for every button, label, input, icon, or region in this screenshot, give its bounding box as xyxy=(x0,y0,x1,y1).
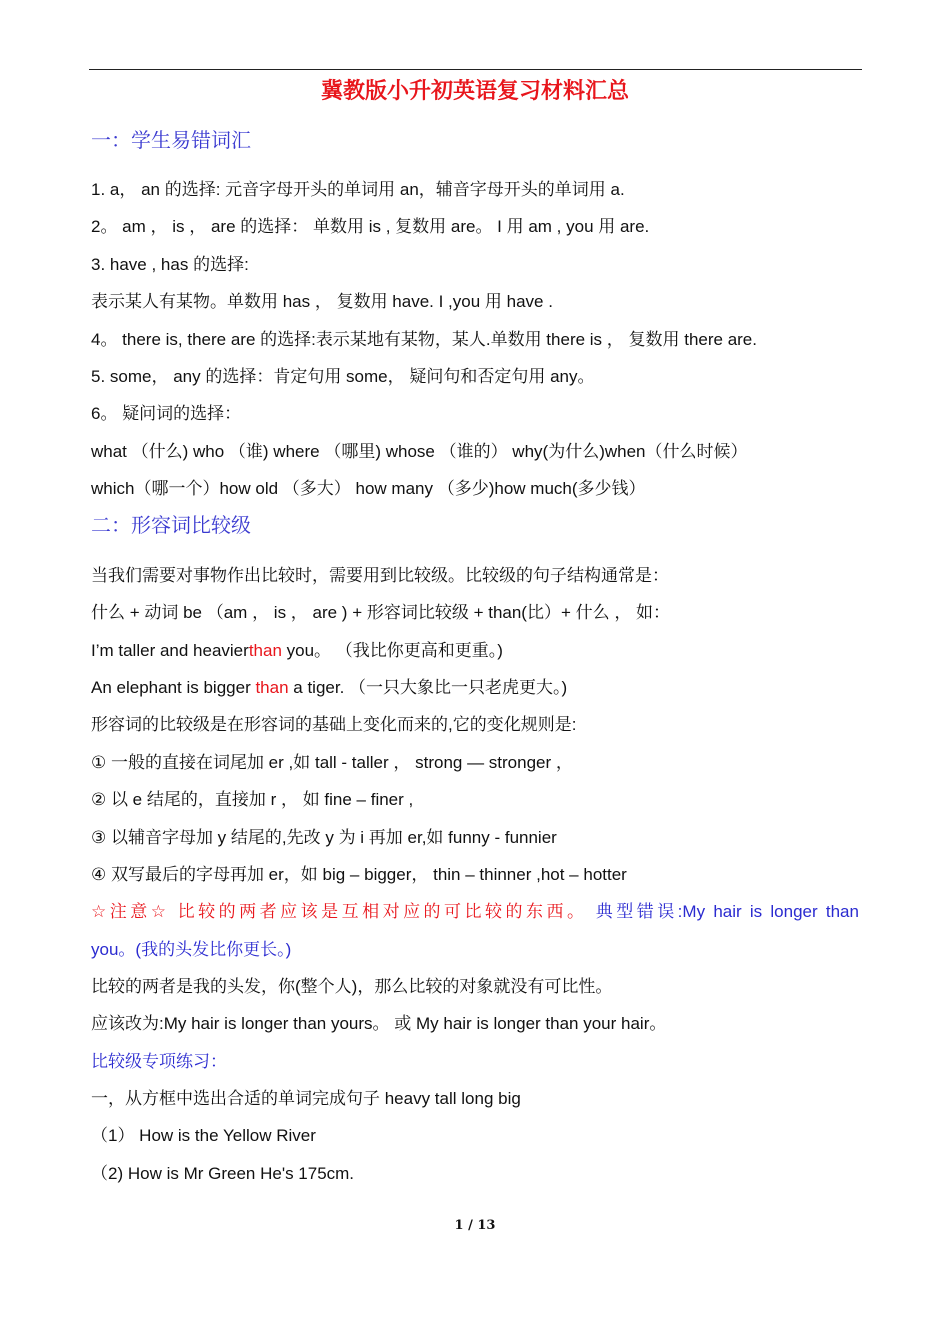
rule-1: ① 一般的直接在词尾加 er ,如 tall - taller ， strong — stronger ， xyxy=(91,753,573,772)
exercise-intro: 一，从方框中选出合适的单词完成句子 heavy tall long big xyxy=(91,1089,521,1108)
comparative-structure: 什么 + 动词 be （am ， is ， are ) + 形容词比较级 + than(比）+ 什么 ， 如： xyxy=(91,603,671,622)
rule-line-question-words: 6。 疑问词的选择： xyxy=(91,404,242,423)
error-word: is xyxy=(749,902,763,921)
note-line xyxy=(91,901,859,923)
question-words-list-1: what （什么) who （谁) where （哪里) whose （谁的） why(为什么)when（什么时候） xyxy=(91,442,748,461)
rule-2: ② 以 e 结尾的，直接加 r ， 如 fine – finer , xyxy=(91,790,414,809)
than-highlight: than xyxy=(248,641,282,660)
section-heading-comparatives: 二：形容词比较级 xyxy=(91,515,251,537)
comparative-intro: 当我们需要对事物作出比较时，需要用到比较级。比较级的句子结构通常是： xyxy=(91,566,669,585)
exercise-item-2: （2) How is Mr Green He's 175cm. xyxy=(91,1164,355,1183)
rule-line-there-is: 4。 there is, there are 的选择:表示某地有某物，某人.单数用 there is ， 复数用 there are. xyxy=(91,330,757,349)
example-2-text: An elephant is bigger xyxy=(91,678,256,697)
section-heading-easy-mistakes: 一：学生易错词汇 xyxy=(91,130,251,152)
error-word: longer xyxy=(770,902,818,921)
rule-3: ③ 以辅音字母加 y 结尾的,先改 y 为 i 再加 er,如 funny - funnier xyxy=(91,828,557,847)
rule-line-have-has: 3. have , has 的选择: xyxy=(91,255,249,274)
correction: 应该改为:My hair is longer than yours。 或 My hair is longer than your hair。 xyxy=(91,1014,667,1033)
error-word: hair xyxy=(713,902,742,921)
example-2-rest: a tiger. （一只大象比一只老虎更大。) xyxy=(288,678,568,697)
rule-line-am-is-are: 2。 am ， is ， are 的选择： 单数用 is , 复数用 are。 I 用 am , you 用 are. xyxy=(91,217,650,236)
than-highlight: than xyxy=(255,678,289,697)
note-warning: ☆注意☆ 比较的两者应该是互相对应的可比较的东西。 xyxy=(91,902,588,921)
error-word: than xyxy=(825,902,859,921)
typical-error-label: 典型错误: xyxy=(595,902,683,921)
example-1-text: I’m taller and heavier xyxy=(91,641,249,660)
rules-intro: 形容词的比较级是在形容词的基础上变化而来的,它的变化规则是: xyxy=(91,715,577,734)
explanation: 比较的两者是我的头发，你(整个人)，那么比较的对象就没有可比性。 xyxy=(91,977,613,996)
rule-line-have-has-detail: 表示某人有某物。单数用 has ， 复数用 have. I ,you 用 have . xyxy=(91,292,553,311)
example-sentence-2 xyxy=(91,677,567,699)
example-sentence-1 xyxy=(91,640,503,662)
rule-line-a-an: 1. a， an 的选择: 元音字母开头的单词用 an，辅音字母开头的单词用 a. xyxy=(91,180,625,199)
rule-4: ④ 双写最后的字母再加 er，如 big – bigger， thin – thinner ,hot – hotter xyxy=(91,865,627,884)
note-continuation: you。(我的头发比你更长。) xyxy=(91,940,292,959)
error-word: My xyxy=(682,902,706,921)
exercise-item-1: （1） How is the Yellow River xyxy=(91,1126,316,1145)
example-1-rest: you。 （我比你更高和更重。) xyxy=(281,641,503,660)
page-number: 1 / 13 xyxy=(454,1218,496,1233)
practice-heading: 比较级专项练习： xyxy=(91,1052,227,1071)
rule-line-some-any: 5. some， any 的选择：肯定句用 some， 疑问句和否定句用 any。 xyxy=(91,367,595,386)
question-words-list-2: which（哪一个）how old （多大） how many （多少)how much(多少钱） xyxy=(91,479,646,498)
top-rule xyxy=(89,69,862,70)
document-title: 冀教版小升初英语复习材料汇总 xyxy=(320,79,629,104)
